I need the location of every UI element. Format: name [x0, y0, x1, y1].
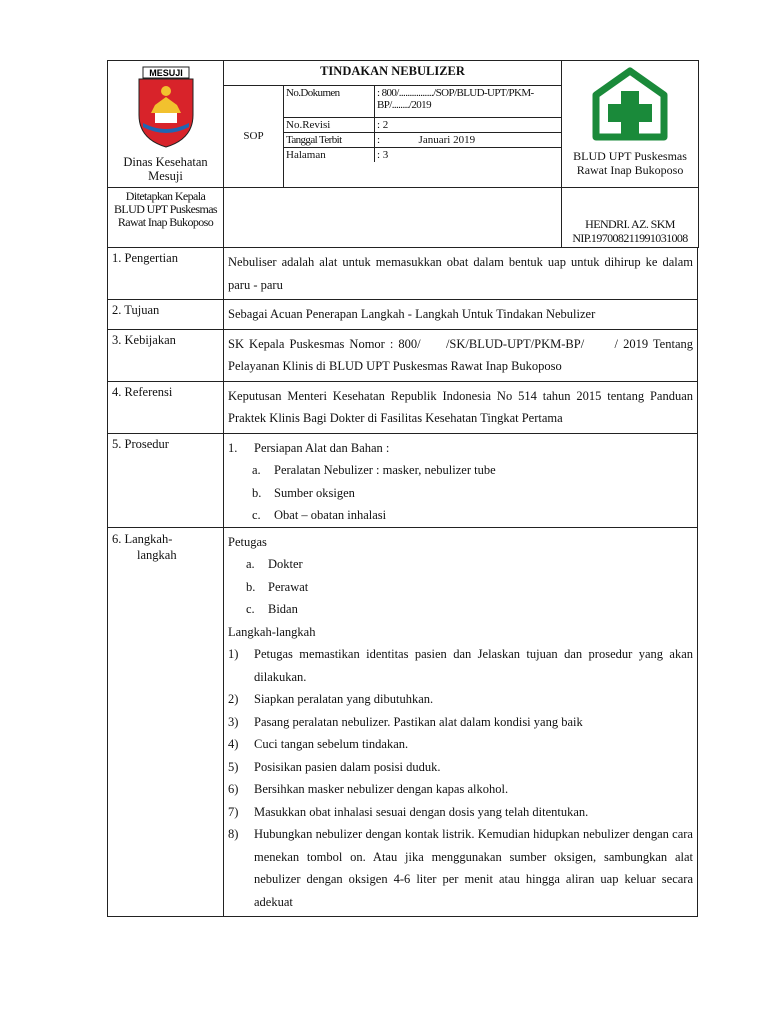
list-text: Obat – obatan inhalasi	[274, 508, 387, 522]
list-text: Sumber oksigen	[274, 485, 355, 500]
table-row	[108, 527, 698, 917]
meta-value: : Januari 2019	[377, 133, 476, 146]
list-marker: b.	[252, 485, 262, 500]
list-item	[228, 823, 693, 913]
table-row	[108, 300, 698, 330]
list-marker: c.	[252, 508, 261, 522]
list-marker: 8)	[228, 827, 239, 841]
list-item	[228, 733, 693, 756]
sub-list	[228, 459, 693, 527]
list-marker: 1.	[228, 440, 238, 455]
list-marker: 5)	[228, 759, 239, 774]
meta-value: : 2	[377, 118, 389, 131]
dept-name: Dinas Kesehatan Mesuji	[123, 155, 208, 183]
sop-document	[107, 60, 698, 917]
list-marker: c.	[246, 602, 255, 616]
steps-title: Langkah-langkah	[228, 624, 316, 639]
list-text: Petugas memastikan identitas pasien dan Jelaskan tujuan dan prosedur yang akan dilakukan.	[254, 647, 693, 684]
signer-nip: NIP.197008211991031008	[572, 231, 688, 245]
row-label: 3. Kebijakan	[108, 329, 224, 381]
mesuji-coat-of-arms-icon	[129, 65, 203, 149]
meta-key: No.Revisi	[284, 118, 375, 132]
meta-key: No.Dokumen	[284, 86, 375, 117]
list-item	[246, 553, 693, 576]
list-item	[252, 504, 693, 527]
list-item	[228, 688, 693, 711]
sop-label: SOP	[224, 85, 284, 187]
row-content: Sebagai Acuan Penerapan Langkah - Langkah Untuk Tindakan Nebulizer	[224, 300, 698, 330]
meta-value: : 3	[377, 148, 389, 161]
meta-value: : 800/................/SOP/BLUD-UPT/PKM-BP/......../2019	[377, 86, 534, 111]
table-row	[108, 433, 698, 527]
list-marker: 1)	[228, 647, 239, 661]
table-row	[108, 248, 698, 300]
list-item	[228, 756, 693, 779]
row-label: 1. Pengertian	[108, 248, 224, 300]
langkah-content	[224, 527, 698, 917]
table-row	[108, 381, 698, 433]
list-text: Hubungkan nebulizer dengan kontak listrik. Kemudian hidupkan nebulizer dengan cara menekan tombol on. Atau jika menggunakan sumber oksigen, sambungkan alat nebulizer dengan oksigen 4-6 liter per menit atau hingga aliran uap keluar secara adekuat	[254, 827, 693, 909]
row-label	[108, 527, 224, 917]
row-label-line: langkah	[137, 547, 177, 562]
list-item	[246, 576, 693, 599]
document-title: TINDAKAN NEBULIZER	[224, 61, 562, 86]
list-marker: b.	[246, 579, 256, 594]
document-meta	[284, 85, 562, 187]
puskesmas-logo-icon	[588, 65, 672, 145]
list-marker: 2)	[228, 692, 239, 706]
signer-name: HENDRI. AZ. SKM	[585, 217, 675, 231]
list-item	[228, 643, 693, 688]
list-text: Peralatan Nebulizer : masker, nebulizer tube	[274, 463, 496, 477]
list-item	[228, 437, 693, 460]
meta-row	[284, 133, 561, 148]
meta-row	[284, 118, 561, 133]
list-item	[246, 598, 693, 621]
list-text: Siapkan peralatan yang dibutuhkan.	[254, 692, 434, 706]
meta-row	[284, 148, 561, 162]
meta-row	[284, 86, 561, 118]
steps-list	[228, 643, 693, 913]
list-marker: a.	[252, 463, 261, 477]
puskesmas-logo-cell	[562, 61, 699, 188]
list-item	[228, 778, 693, 801]
row-content: SK Kepala Puskesmas Nomor : 800/ /SK/BLUD-UPT/PKM-BP/ / 2019 Tentang Pelayanan Klinis di BLUD UPT Puskesmas Rawat Inap Bukoposo	[224, 329, 698, 381]
list-marker: a.	[246, 557, 255, 571]
petugas-list	[228, 553, 693, 621]
prosedur-content	[224, 433, 698, 527]
meta-key: Halaman	[284, 148, 375, 162]
list-marker: 6)	[228, 782, 239, 796]
table-row	[108, 329, 698, 381]
list-text: Perawat	[268, 579, 309, 594]
list-text: Posisikan pasien dalam posisi duduk.	[254, 759, 441, 774]
list-text: Pasang peralatan nebulizer. Pastikan alat dalam kondisi yang baik	[254, 714, 583, 729]
row-label-line: 6. Langkah-	[112, 531, 173, 546]
sop-header-table	[107, 60, 699, 248]
petugas-title: Petugas	[228, 534, 267, 549]
list-item	[228, 801, 693, 824]
list-text: Bidan	[268, 602, 298, 616]
list-item	[228, 711, 693, 734]
signature-space	[224, 188, 562, 248]
list-text: Persiapan Alat dan Bahan :	[254, 440, 390, 455]
row-label: 5. Prosedur	[108, 433, 224, 527]
org-name: BLUD UPT Puskesmas Rawat Inap Bukoposo	[573, 149, 687, 177]
row-content: Nebuliser adalah alat untuk memasukkan obat dalam bentuk uap untuk dihirup ke dalam paru - paru	[224, 248, 698, 300]
regency-logo-cell	[108, 61, 224, 188]
logo-text: MESUJI	[148, 68, 183, 78]
list-item	[252, 459, 693, 482]
list-marker: 7)	[228, 804, 239, 819]
sop-body-table	[107, 247, 698, 917]
list-text: Cuci tangan sebelum tindakan.	[254, 737, 409, 751]
list-marker: 3)	[228, 714, 239, 729]
approved-by: Ditetapkan Kepala BLUD UPT Puskesmas Rawat Inap Bukoposo	[108, 188, 224, 248]
list-text: Bersihkan masker nebulizer dengan kapas alkohol.	[254, 782, 509, 796]
list-text: Dokter	[268, 557, 303, 571]
row-content: Keputusan Menteri Kesehatan Republik Indonesia No 514 tahun 2015 tentang Panduan Praktek Klinis Bagi Dokter di Fasilitas Kesehatan Tingkat Pertama	[224, 381, 698, 433]
signer	[562, 188, 699, 248]
row-label: 4. Referensi	[108, 381, 224, 433]
meta-key: Tanggal Terbit	[284, 133, 375, 147]
list-text: Masukkan obat inhalasi sesuai dengan dosis yang telah ditentukan.	[254, 804, 589, 819]
list-item	[252, 482, 693, 505]
list-marker: 4)	[228, 737, 239, 751]
row-label: 2. Tujuan	[108, 300, 224, 330]
